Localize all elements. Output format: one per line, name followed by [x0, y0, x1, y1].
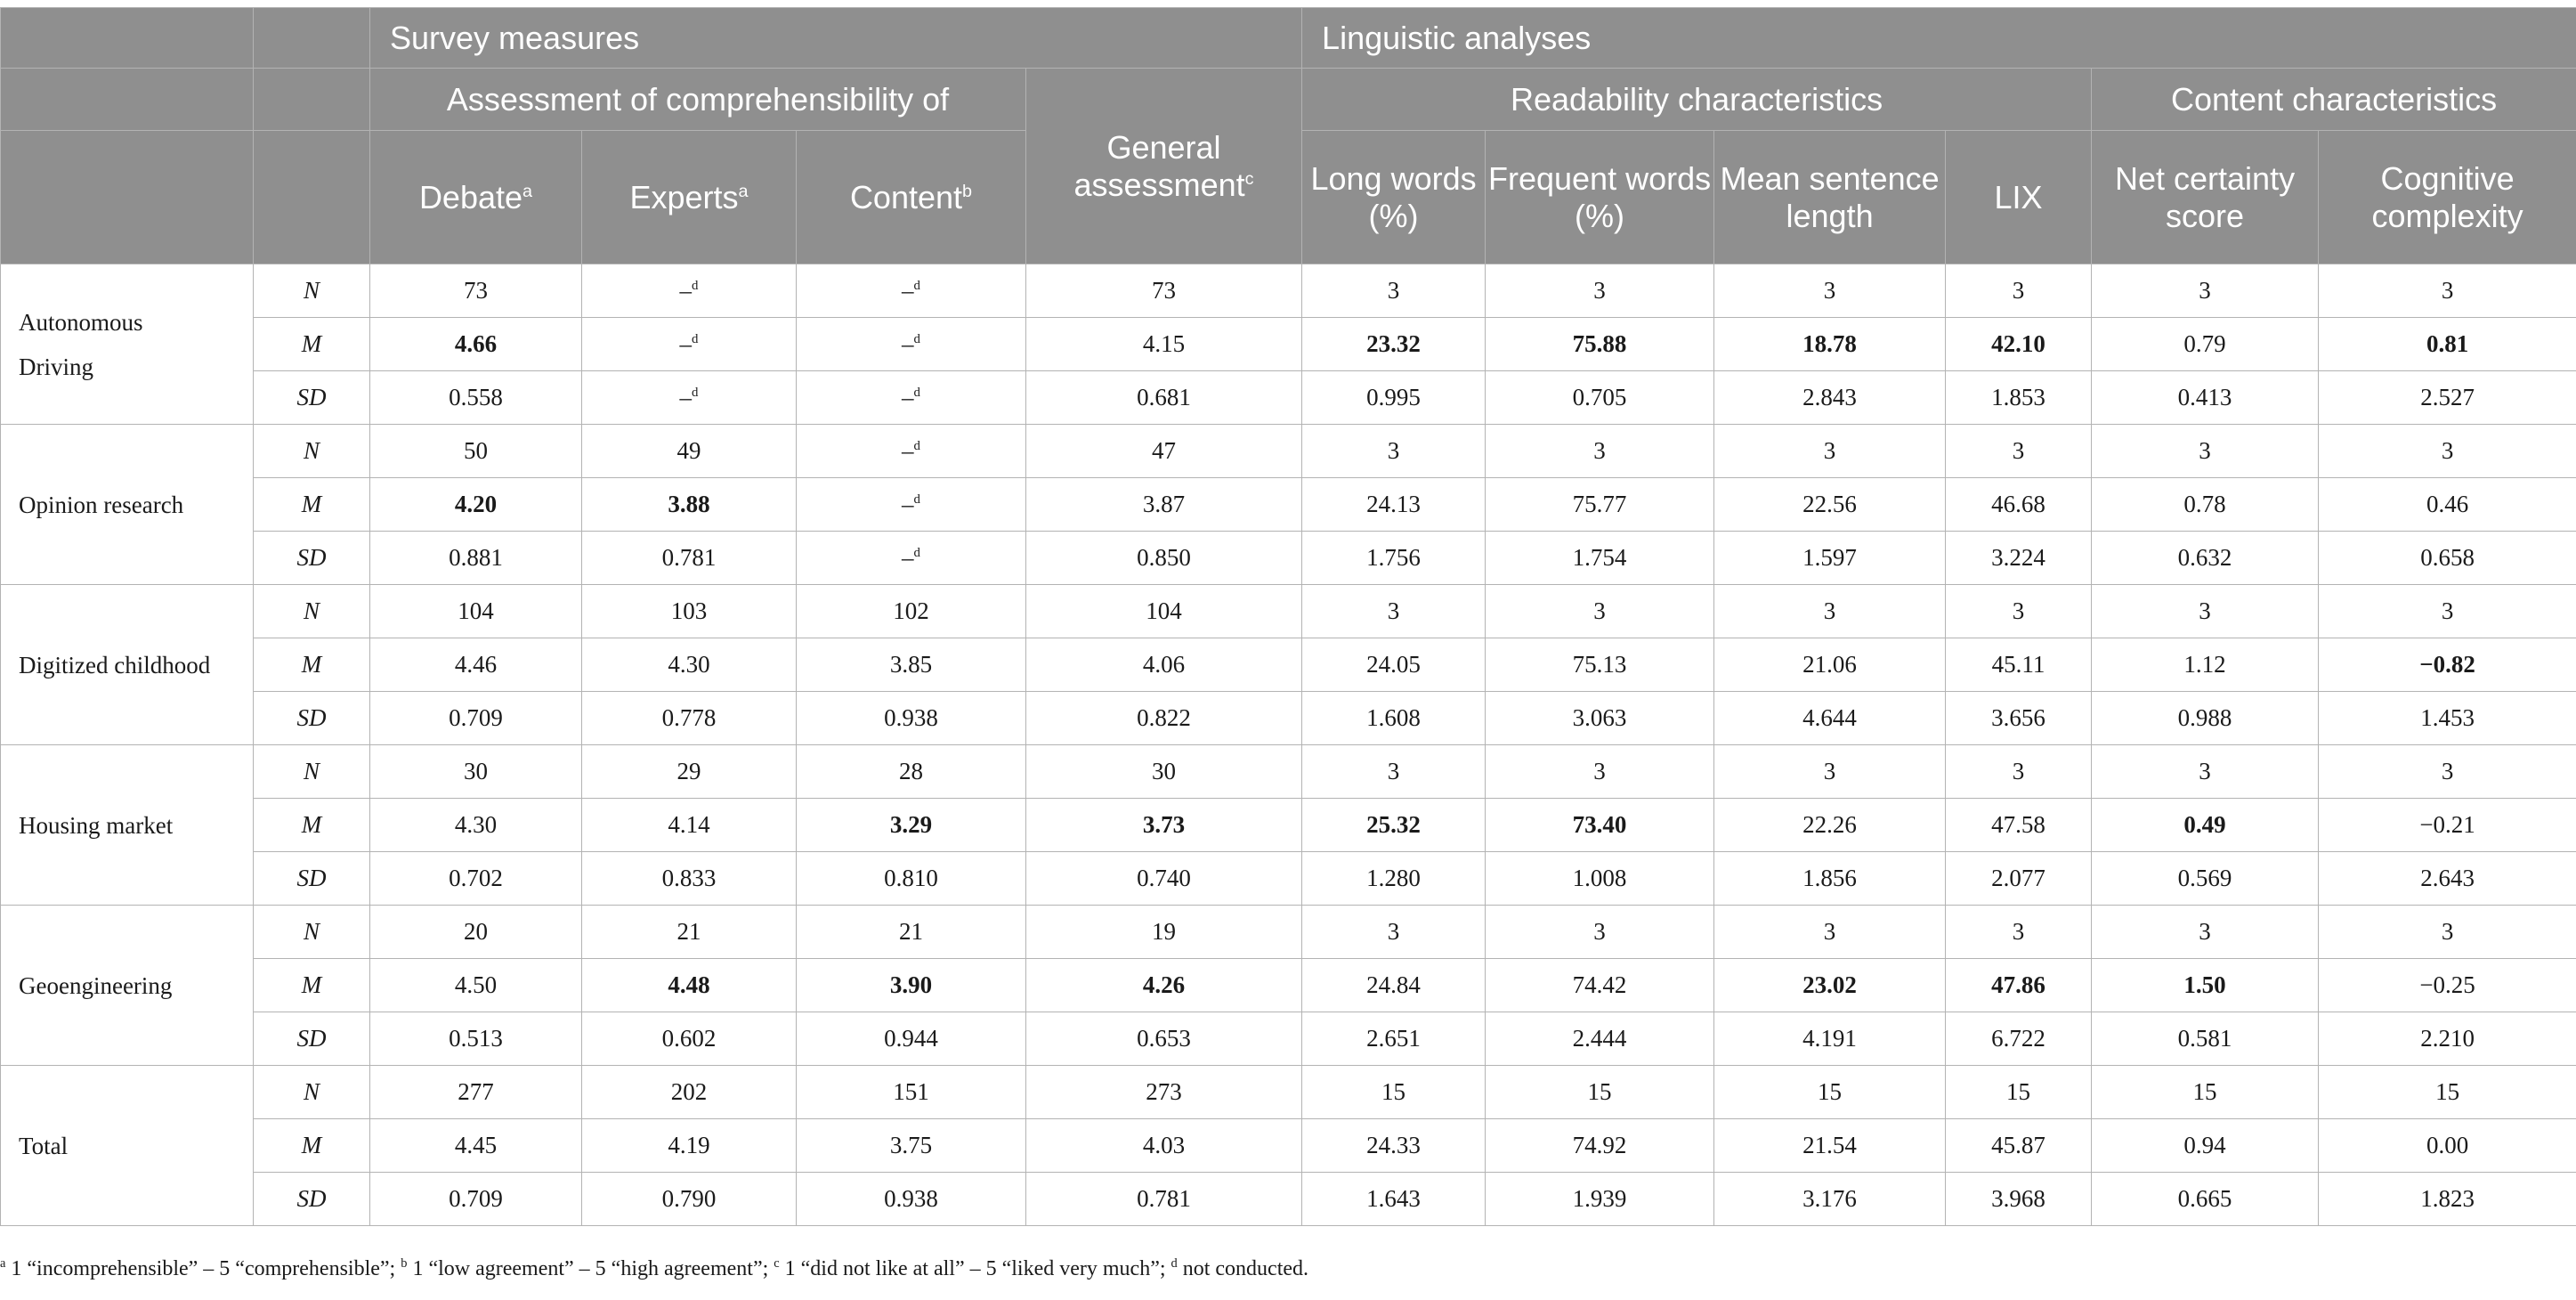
cell-general: 47: [1026, 425, 1302, 478]
cell-lix: 47.58: [1946, 799, 2092, 852]
topic-label: Opinion research: [1, 425, 254, 585]
cell-cognitive-complexity: 2.210: [2319, 1012, 2576, 1066]
cell-net-certainty: 0.49: [2092, 799, 2319, 852]
cell-long-words: 3: [1302, 264, 1486, 318]
header-blank-stat: [254, 69, 370, 131]
cell-cognitive-complexity: 0.46: [2319, 478, 2576, 532]
cell-mean-sentence-length: 21.54: [1714, 1119, 1946, 1173]
stat-label: N: [254, 1066, 370, 1119]
cell-long-words: 1.643: [1302, 1173, 1486, 1226]
cell-net-certainty: 1.50: [2092, 959, 2319, 1012]
cell-frequent-words: 3.063: [1486, 692, 1714, 745]
cell-frequent-words: 3: [1486, 585, 1714, 638]
cell-long-words: 24.84: [1302, 959, 1486, 1012]
cell-lix: 3.656: [1946, 692, 2092, 745]
header-general-assessment: General assessment$^c$: [1026, 69, 1302, 264]
footnote-marker: a: [0, 1256, 6, 1271]
stat-label: M: [254, 1119, 370, 1173]
cell-general: 30: [1026, 745, 1302, 799]
cell-general: 104: [1026, 585, 1302, 638]
cell-long-words: 24.33: [1302, 1119, 1486, 1173]
table-row: [1, 425, 2576, 478]
table-row: [1, 371, 2576, 425]
cell-content: –$^d$: [797, 318, 1026, 371]
cell-experts: 4.14: [582, 799, 797, 852]
cell-frequent-words: 75.13: [1486, 638, 1714, 692]
cell-frequent-words: 15: [1486, 1066, 1714, 1119]
cell-mean-sentence-length: 1.856: [1714, 852, 1946, 906]
header-corner-stat: [254, 8, 370, 69]
table-row: [1, 1012, 2576, 1066]
cell-net-certainty: 3: [2092, 745, 2319, 799]
cell-debate: 20: [370, 906, 582, 959]
header-col-lix: LIX: [1946, 131, 2092, 264]
cell-content: 0.944: [797, 1012, 1026, 1066]
header-col-mean-sentence-length: Mean sentence length: [1714, 131, 1946, 264]
cell-lix: 3.968: [1946, 1173, 2092, 1226]
cell-net-certainty: 0.569: [2092, 852, 2319, 906]
stat-label: M: [254, 478, 370, 532]
cell-frequent-words: 3: [1486, 425, 1714, 478]
cell-mean-sentence-length: 4.191: [1714, 1012, 1946, 1066]
cell-frequent-words: 0.705: [1486, 371, 1714, 425]
cell-lix: 3: [1946, 425, 2092, 478]
header-assessment-of: Assessment of comprehensibility of: [370, 69, 1026, 131]
footnote-text: 1 “did not like at all” – 5 “liked very much”;: [779, 1257, 1171, 1280]
cell-long-words: 0.995: [1302, 371, 1486, 425]
topic-label: Total: [1, 1066, 254, 1226]
cell-frequent-words: 74.42: [1486, 959, 1714, 1012]
header-col-debate: Debate$^a$: [370, 131, 582, 264]
table-row: [1, 1119, 2576, 1173]
cell-experts: 4.48: [582, 959, 797, 1012]
cell-net-certainty: 0.78: [2092, 478, 2319, 532]
header-linguistic-analyses: Linguistic analyses: [1302, 8, 2576, 69]
cell-net-certainty: 3: [2092, 906, 2319, 959]
cell-long-words: 1.280: [1302, 852, 1486, 906]
cell-long-words: 3: [1302, 745, 1486, 799]
cell-long-words: 1.756: [1302, 532, 1486, 585]
cell-debate: 4.46: [370, 638, 582, 692]
cell-debate: 73: [370, 264, 582, 318]
cell-mean-sentence-length: 3: [1714, 585, 1946, 638]
cell-debate: 0.881: [370, 532, 582, 585]
header-readability: Readability characteristics: [1302, 69, 2092, 131]
stat-label: M: [254, 318, 370, 371]
cell-debate: 0.709: [370, 1173, 582, 1226]
cell-mean-sentence-length: 3.176: [1714, 1173, 1946, 1226]
cell-long-words: 25.32: [1302, 799, 1486, 852]
cell-debate: 0.709: [370, 692, 582, 745]
cell-content: 151: [797, 1066, 1026, 1119]
table-row: [1, 906, 2576, 959]
footnote-marker: b: [401, 1256, 408, 1271]
cell-experts: 4.19: [582, 1119, 797, 1173]
cell-general: 73: [1026, 264, 1302, 318]
cell-net-certainty: 0.413: [2092, 371, 2319, 425]
footnote-text: 1 “incomprehensible” – 5 “comprehensible”;: [5, 1257, 401, 1280]
cell-general: 4.06: [1026, 638, 1302, 692]
cell-general: 3.73: [1026, 799, 1302, 852]
table-row: [1, 478, 2576, 532]
table-footnote: [0, 1257, 2576, 1281]
cell-long-words: 3: [1302, 425, 1486, 478]
cell-general: 273: [1026, 1066, 1302, 1119]
cell-net-certainty: 0.79: [2092, 318, 2319, 371]
cell-content: –$^d$: [797, 532, 1026, 585]
cell-content: –$^d$: [797, 425, 1026, 478]
header-corner: [1, 8, 254, 69]
cell-experts: 103: [582, 585, 797, 638]
stat-label: M: [254, 638, 370, 692]
cell-experts: 0.790: [582, 1173, 797, 1226]
cell-cognitive-complexity: 3: [2319, 745, 2576, 799]
cell-general: 0.781: [1026, 1173, 1302, 1226]
cell-experts: 3.88: [582, 478, 797, 532]
cell-frequent-words: 73.40: [1486, 799, 1714, 852]
header-blank-stat: [254, 131, 370, 264]
table-row: [1, 318, 2576, 371]
cell-debate: 4.50: [370, 959, 582, 1012]
cell-mean-sentence-length: 15: [1714, 1066, 1946, 1119]
cell-experts: 0.781: [582, 532, 797, 585]
header-col-net-certainty-score: Net certainty score: [2092, 131, 2319, 264]
cell-content: 3.75: [797, 1119, 1026, 1173]
cell-lix: 2.077: [1946, 852, 2092, 906]
cell-lix: 3: [1946, 906, 2092, 959]
cell-cognitive-complexity: 3: [2319, 906, 2576, 959]
cell-lix: 3.224: [1946, 532, 2092, 585]
cell-content: 3.85: [797, 638, 1026, 692]
footnote-text: 1 “low agreement” – 5 “high agreement”;: [407, 1257, 774, 1280]
cell-net-certainty: 0.632: [2092, 532, 2319, 585]
cell-cognitive-complexity: 0.658: [2319, 532, 2576, 585]
stat-label: N: [254, 585, 370, 638]
table-row: [1, 852, 2576, 906]
cell-frequent-words: 3: [1486, 264, 1714, 318]
table-row: [1, 532, 2576, 585]
results-table: [0, 7, 2576, 1226]
stat-label: N: [254, 425, 370, 478]
cell-mean-sentence-length: 3: [1714, 264, 1946, 318]
cell-lix: 42.10: [1946, 318, 2092, 371]
stat-label: SD: [254, 692, 370, 745]
table-row: [1, 585, 2576, 638]
cell-debate: 4.66: [370, 318, 582, 371]
header-blank: [1, 131, 254, 264]
cell-frequent-words: 3: [1486, 906, 1714, 959]
cell-net-certainty: 1.12: [2092, 638, 2319, 692]
table-row: [1, 1173, 2576, 1226]
table-row: [1, 692, 2576, 745]
cell-general: 4.26: [1026, 959, 1302, 1012]
cell-content: –$^d$: [797, 478, 1026, 532]
cell-experts: –$^d$: [582, 318, 797, 371]
header-content-characteristics: Content characteristics: [2092, 69, 2576, 131]
cell-debate: 0.558: [370, 371, 582, 425]
cell-debate: 4.45: [370, 1119, 582, 1173]
cell-cognitive-complexity: −0.82: [2319, 638, 2576, 692]
cell-experts: 29: [582, 745, 797, 799]
cell-mean-sentence-length: 1.597: [1714, 532, 1946, 585]
table-row: [1, 799, 2576, 852]
cell-general: 0.681: [1026, 371, 1302, 425]
stat-label: SD: [254, 1173, 370, 1226]
cell-general: 3.87: [1026, 478, 1302, 532]
stat-label: N: [254, 906, 370, 959]
cell-net-certainty: 0.665: [2092, 1173, 2319, 1226]
footnote-marker: c: [774, 1256, 780, 1271]
stat-label: N: [254, 264, 370, 318]
cell-net-certainty: 3: [2092, 425, 2319, 478]
stat-label: SD: [254, 852, 370, 906]
cell-cognitive-complexity: 0.81: [2319, 318, 2576, 371]
cell-lix: 3: [1946, 585, 2092, 638]
cell-content: 3.29: [797, 799, 1026, 852]
cell-experts: 21: [582, 906, 797, 959]
cell-long-words: 2.651: [1302, 1012, 1486, 1066]
cell-general: 4.15: [1026, 318, 1302, 371]
topic-label: Housing market: [1, 745, 254, 906]
cell-net-certainty: 3: [2092, 264, 2319, 318]
cell-experts: 0.778: [582, 692, 797, 745]
header-col-experts: Experts$^a$: [582, 131, 797, 264]
topic-label: Geoengineering: [1, 906, 254, 1066]
cell-cognitive-complexity: 3: [2319, 264, 2576, 318]
cell-lix: 3: [1946, 264, 2092, 318]
cell-debate: 277: [370, 1066, 582, 1119]
cell-lix: 46.68: [1946, 478, 2092, 532]
cell-experts: –$^d$: [582, 264, 797, 318]
cell-long-words: 24.05: [1302, 638, 1486, 692]
cell-cognitive-complexity: 1.823: [2319, 1173, 2576, 1226]
cell-experts: 0.602: [582, 1012, 797, 1066]
cell-debate: 50: [370, 425, 582, 478]
cell-lix: 1.853: [1946, 371, 2092, 425]
cell-experts: –$^d$: [582, 371, 797, 425]
cell-mean-sentence-length: 22.26: [1714, 799, 1946, 852]
cell-experts: 0.833: [582, 852, 797, 906]
cell-debate: 4.20: [370, 478, 582, 532]
cell-content: –$^d$: [797, 371, 1026, 425]
cell-debate: 4.30: [370, 799, 582, 852]
table-row: [1, 745, 2576, 799]
cell-lix: 6.722: [1946, 1012, 2092, 1066]
header-col-cognitive-complexity: Cognitive complexity: [2319, 131, 2576, 264]
header-col-long-words: Long words (%): [1302, 131, 1486, 264]
cell-general: 0.653: [1026, 1012, 1302, 1066]
cell-lix: 45.87: [1946, 1119, 2092, 1173]
header-survey-measures: Survey measures: [370, 8, 1302, 69]
cell-general: 0.822: [1026, 692, 1302, 745]
cell-cognitive-complexity: 3: [2319, 585, 2576, 638]
cell-long-words: 3: [1302, 906, 1486, 959]
cell-frequent-words: 75.88: [1486, 318, 1714, 371]
stat-label: SD: [254, 532, 370, 585]
cell-long-words: 24.13: [1302, 478, 1486, 532]
cell-net-certainty: 0.94: [2092, 1119, 2319, 1173]
cell-experts: 202: [582, 1066, 797, 1119]
cell-net-certainty: 0.988: [2092, 692, 2319, 745]
cell-debate: 0.513: [370, 1012, 582, 1066]
topic-label: Autonomous Driving: [1, 264, 254, 425]
cell-cognitive-complexity: 2.643: [2319, 852, 2576, 906]
cell-cognitive-complexity: −0.25: [2319, 959, 2576, 1012]
cell-mean-sentence-length: 21.06: [1714, 638, 1946, 692]
cell-frequent-words: 1.939: [1486, 1173, 1714, 1226]
cell-content: 0.938: [797, 1173, 1026, 1226]
table-row: [1, 959, 2576, 1012]
footnote-text: not conducted.: [1177, 1257, 1309, 1280]
cell-mean-sentence-length: 18.78: [1714, 318, 1946, 371]
cell-content: 3.90: [797, 959, 1026, 1012]
stat-label: SD: [254, 1012, 370, 1066]
stat-label: SD: [254, 371, 370, 425]
table-row: [1, 264, 2576, 318]
cell-cognitive-complexity: 2.527: [2319, 371, 2576, 425]
stat-label: M: [254, 959, 370, 1012]
cell-debate: 0.702: [370, 852, 582, 906]
cell-lix: 3: [1946, 745, 2092, 799]
cell-lix: 15: [1946, 1066, 2092, 1119]
cell-net-certainty: 15: [2092, 1066, 2319, 1119]
header-col-content: Content$^b$: [797, 131, 1026, 264]
cell-content: 21: [797, 906, 1026, 959]
cell-net-certainty: 3: [2092, 585, 2319, 638]
cell-cognitive-complexity: 1.453: [2319, 692, 2576, 745]
cell-general: 0.850: [1026, 532, 1302, 585]
cell-mean-sentence-length: 23.02: [1714, 959, 1946, 1012]
topic-label: Digitized childhood: [1, 585, 254, 745]
cell-content: –$^d$: [797, 264, 1026, 318]
cell-frequent-words: 2.444: [1486, 1012, 1714, 1066]
cell-net-certainty: 0.581: [2092, 1012, 2319, 1066]
cell-debate: 104: [370, 585, 582, 638]
cell-content: 102: [797, 585, 1026, 638]
cell-cognitive-complexity: 0.00: [2319, 1119, 2576, 1173]
cell-mean-sentence-length: 22.56: [1714, 478, 1946, 532]
cell-mean-sentence-length: 2.843: [1714, 371, 1946, 425]
cell-long-words: 23.32: [1302, 318, 1486, 371]
cell-cognitive-complexity: −0.21: [2319, 799, 2576, 852]
cell-frequent-words: 1.754: [1486, 532, 1714, 585]
cell-general: 4.03: [1026, 1119, 1302, 1173]
header-blank: [1, 69, 254, 131]
cell-content: 28: [797, 745, 1026, 799]
cell-long-words: 15: [1302, 1066, 1486, 1119]
cell-content: 0.938: [797, 692, 1026, 745]
cell-cognitive-complexity: 15: [2319, 1066, 2576, 1119]
cell-mean-sentence-length: 3: [1714, 425, 1946, 478]
cell-lix: 45.11: [1946, 638, 2092, 692]
table-row: [1, 1066, 2576, 1119]
cell-frequent-words: 75.77: [1486, 478, 1714, 532]
table-row: [1, 638, 2576, 692]
cell-long-words: 3: [1302, 585, 1486, 638]
cell-lix: 47.86: [1946, 959, 2092, 1012]
cell-long-words: 1.608: [1302, 692, 1486, 745]
stat-label: N: [254, 745, 370, 799]
cell-experts: 49: [582, 425, 797, 478]
cell-content: 0.810: [797, 852, 1026, 906]
cell-frequent-words: 1.008: [1486, 852, 1714, 906]
cell-frequent-words: 3: [1486, 745, 1714, 799]
cell-cognitive-complexity: 3: [2319, 425, 2576, 478]
cell-experts: 4.30: [582, 638, 797, 692]
cell-general: 0.740: [1026, 852, 1302, 906]
cell-debate: 30: [370, 745, 582, 799]
cell-mean-sentence-length: 3: [1714, 745, 1946, 799]
footnote-marker: d: [1171, 1256, 1178, 1271]
header-col-frequent-words: Frequent words (%): [1486, 131, 1714, 264]
cell-frequent-words: 74.92: [1486, 1119, 1714, 1173]
stat-label: M: [254, 799, 370, 852]
cell-mean-sentence-length: 3: [1714, 906, 1946, 959]
cell-mean-sentence-length: 4.644: [1714, 692, 1946, 745]
cell-general: 19: [1026, 906, 1302, 959]
